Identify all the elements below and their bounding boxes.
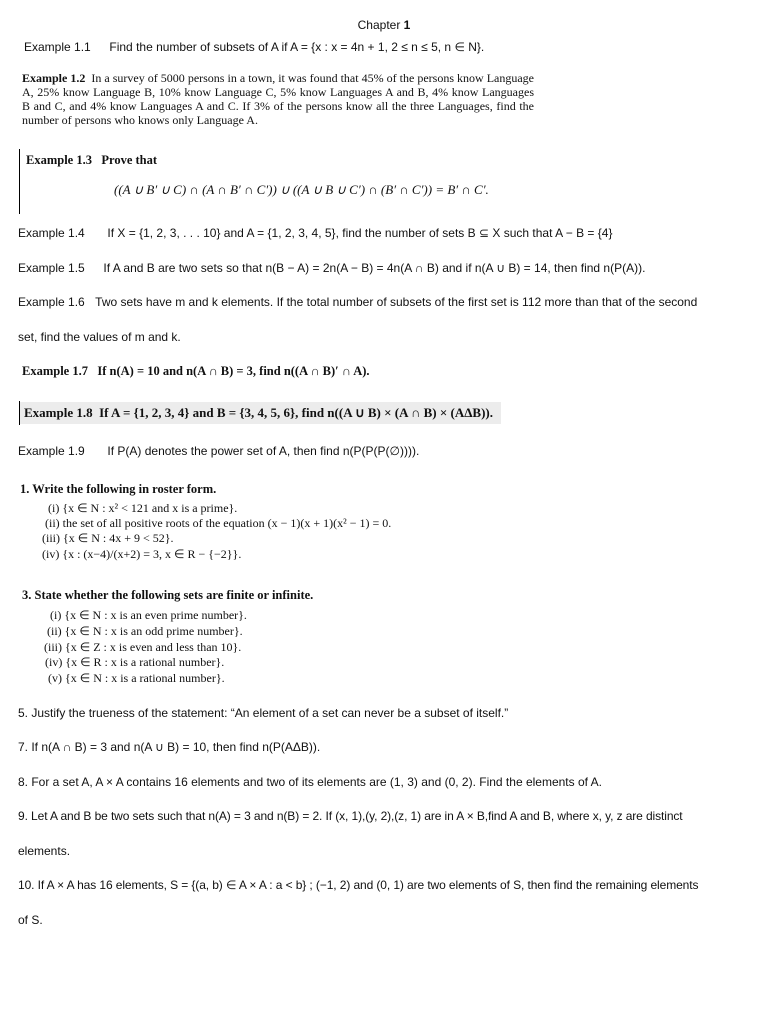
question-10: 10. If A × A has 16 elements, S = {(a, b) ∈ A × A : a < b} ; (−1, 2) and (0, 1) are two elements of S, then find the remaining elements xyxy=(18,878,699,892)
example-label: Example 1.6 xyxy=(18,295,85,309)
example-text: Find the number of subsets of A if A = {x : x = 4n + 1, 2 ≤ n ≤ 5, n ∈ N}. xyxy=(109,40,485,54)
question-9: 9. Let A and B be two sets such that n(A) = 3 and n(B) = 2. If (x, 1),(y, 2),(z, 1) are in A × B,find A and B, where x, y, z are distinct xyxy=(18,809,683,823)
example-1-6 xyxy=(18,295,758,309)
question-3-item: (iii) {x ∈ Z : x is even and less than 10}. xyxy=(44,640,242,654)
question-1-item: (ii) the set of all positive roots of the equation (x − 1)(x + 1)(x² − 1) = 0. xyxy=(45,516,392,530)
question-10-continued: of S. xyxy=(18,913,43,927)
example-label: Example 1.2 xyxy=(22,71,86,85)
example-text: If n(A) = 10 and n(A ∩ B) = 3, find n((A ∩ B)′ ∩ A). xyxy=(97,364,370,378)
question-1-item: (iii) {x ∈ N : 4x + 9 < 52}. xyxy=(42,531,174,545)
chapter-number: 1 xyxy=(403,18,411,32)
example-text-line-1: Two sets have m and k elements. If the total number of subsets of the first set is 112 more than that of the second xyxy=(95,295,698,309)
question-1-title: 1. Write the following in roster form. xyxy=(20,482,217,496)
example-label: Example 1.4 xyxy=(18,226,85,240)
chapter-heading xyxy=(0,18,768,32)
example-text: Prove that xyxy=(101,153,158,167)
example-label: Example 1.3 xyxy=(26,153,92,167)
example-label: Example 1.8 xyxy=(24,405,93,420)
chapter-prefix: Chapter xyxy=(357,18,404,32)
question-1-item: (i) {x ∈ N : x² < 121 and x is a prime}. xyxy=(48,501,238,515)
question-7: 7. If n(A ∩ B) = 3 and n(A ∪ B) = 10, then find n(P(AΔB)). xyxy=(18,740,321,754)
example-1-6-continued: set, find the values of m and k. xyxy=(18,330,181,344)
example-text: In a survey of 5000 persons in a town, it was found that 45% of the persons know Language A, 25% know Language B, 10% know Language C, 5% know Languages A and B, 4% know Languages B and C, and 4% know Languages A and C. If 3% of the persons know all the three Languages, find the number of persons who knows only Language A. xyxy=(22,71,534,127)
example-1-9 xyxy=(18,444,419,458)
example-1-1 xyxy=(24,40,484,54)
margin-bar xyxy=(19,149,20,214)
example-1-7 xyxy=(22,364,370,379)
question-9-continued: elements. xyxy=(18,844,71,858)
question-3-item: (ii) {x ∈ N : x is an odd prime number}. xyxy=(47,624,243,638)
example-1-8 xyxy=(20,402,501,424)
example-text: If A = {1, 2, 3, 4} and B = {3, 4, 5, 6}, find n((A ∪ B) × (A ∩ B) × (AΔB)). xyxy=(99,405,493,420)
question-3-item: (iv) {x ∈ R : x is a rational number}. xyxy=(45,655,225,669)
example-1-2 xyxy=(22,71,534,127)
question-3-item: (i) {x ∈ N : x is an even prime number}. xyxy=(50,608,247,622)
question-5: 5. Justify the trueness of the statement: “An element of a set can never be a subset of itself.” xyxy=(18,706,509,720)
example-1-3 xyxy=(26,153,157,168)
question-3-item: (v) {x ∈ N : x is a rational number}. xyxy=(48,671,225,685)
example-label: Example 1.1 xyxy=(24,40,91,54)
question-8: 8. For a set A, A × A contains 16 elements and two of its elements are (1, 3) and (0, 2). Find the elements of A. xyxy=(18,775,602,789)
example-1-3-formula: ((A ∪ B′ ∪ C) ∩ (A ∩ B′ ∩ C′)) ∪ ((A ∪ B ∪ C′) ∩ (B′ ∩ C′)) = B′ ∩ C′. xyxy=(114,182,489,197)
example-1-4 xyxy=(18,226,612,240)
example-label: Example 1.9 xyxy=(18,444,85,458)
example-text: If X = {1, 2, 3, . . . 10} and A = {1, 2, 3, 4, 5}, find the number of sets B ⊆ X such that A − B = {4} xyxy=(107,226,613,240)
example-label: Example 1.5 xyxy=(18,261,85,275)
example-1-5 xyxy=(18,261,645,275)
question-1-item: (iv) {x : (x−4)/(x+2) = 3, x ∈ R − {−2}}. xyxy=(42,547,242,561)
example-text: If P(A) denotes the power set of A, then find n(P(P(P(∅)))). xyxy=(107,444,420,458)
example-text: If A and B are two sets so that n(B − A) = 2n(A − B) = 4n(A ∩ B) and if n(A ∪ B) = 14, then find n(P(A)). xyxy=(103,261,646,275)
example-label: Example 1.7 xyxy=(22,364,88,378)
question-3-title: 3. State whether the following sets are finite or infinite. xyxy=(22,588,314,602)
